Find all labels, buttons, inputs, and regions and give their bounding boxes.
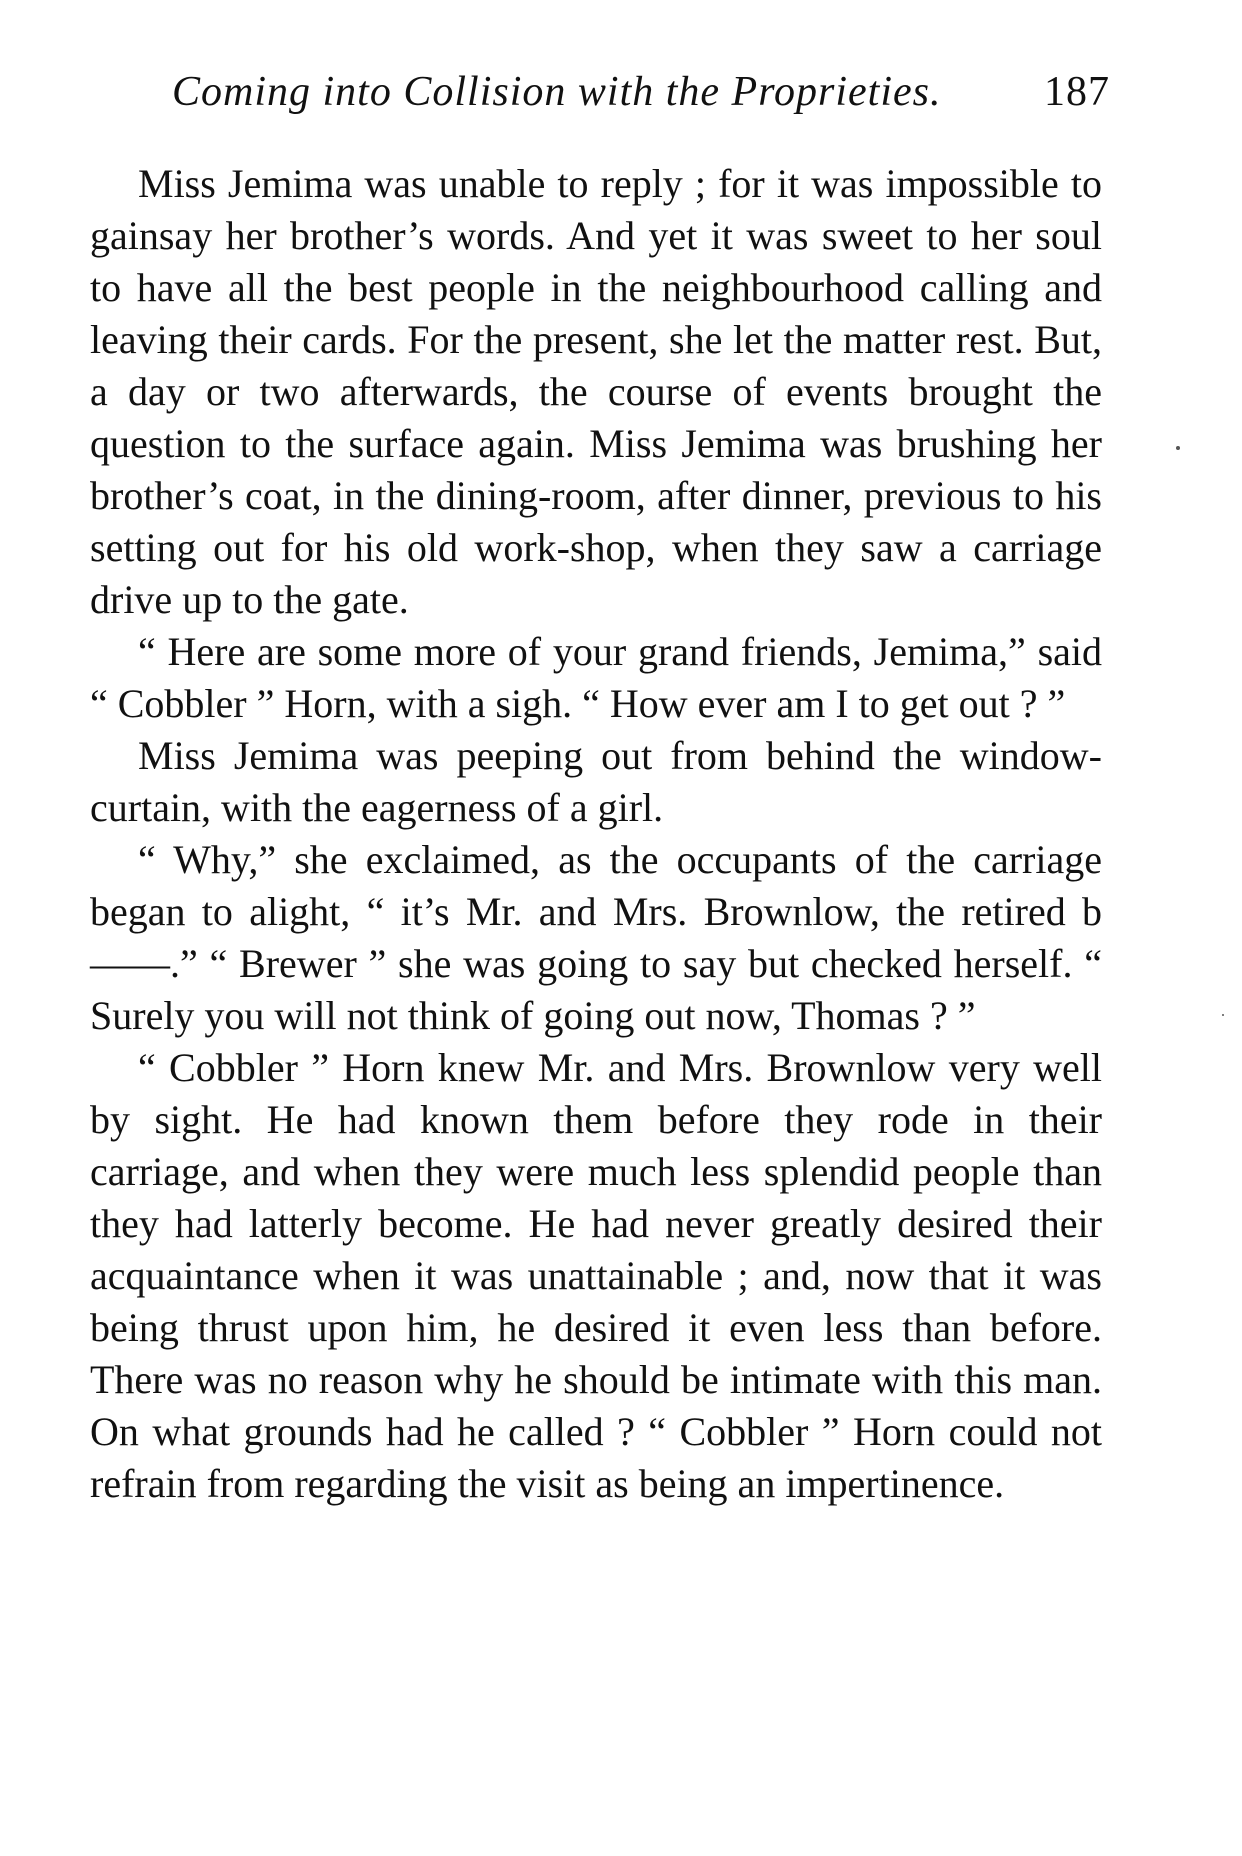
paragraph: “ Cobbler ” Horn knew Mr. and Mrs. Brownlow very well by sight. He had known them before they rode in their carriage, and when they were much less splendid people than they had latterly become. He had never greatly desired their acquaintance when it was unattainable ; and, now that it was being thrust upon him, he desired it even less than before. There was no reason why he should be intimate with this man. On what grounds had he called ? “ Cobbler ” Horn could not refrain from regarding the visit as being an impertinence.: [90, 1045, 1102, 1506]
paragraph: “ Here are some more of your grand friends, Jemima,” said “ Cobbler ” Horn, with a sigh. “ How ever am I to get out ? ”: [90, 629, 1102, 726]
paragraph: “ Why,” she exclaimed, as the occupants of the carriage began to alight, “ it’s Mr. and Mrs. Brownlow, the retired b——.” “ Brewer ” she was going to say but checked herself. “ Surely you will not think of going out now, Thomas ? ”: [90, 837, 1102, 1038]
running-head: [92, 64, 1110, 120]
body-text: [90, 158, 1102, 1510]
paragraph: Miss Jemima was peeping out from behind the window-curtain, with the eagerness of a girl.: [90, 733, 1102, 830]
page-number: 187: [1044, 69, 1110, 115]
scan-speck: [1176, 446, 1180, 450]
paragraph: Miss Jemima was unable to reply ; for it was impossible to gainsay her brother’s words. And yet it was sweet to her soul to have all the best people in the neighbourhood calling and leaving their cards. For the present, she let the matter rest. But, a day or two afterwards, the course of events brought the question to the surface again. Miss Jemima was brushing her brother’s coat, in the dining-room, after dinner, previous to his setting out for his old work-shop, when they saw a carriage drive up to the gate.: [90, 161, 1102, 622]
running-title: Coming into Collision with the Proprieties.: [172, 69, 942, 115]
scan-speck: [1222, 1014, 1224, 1016]
